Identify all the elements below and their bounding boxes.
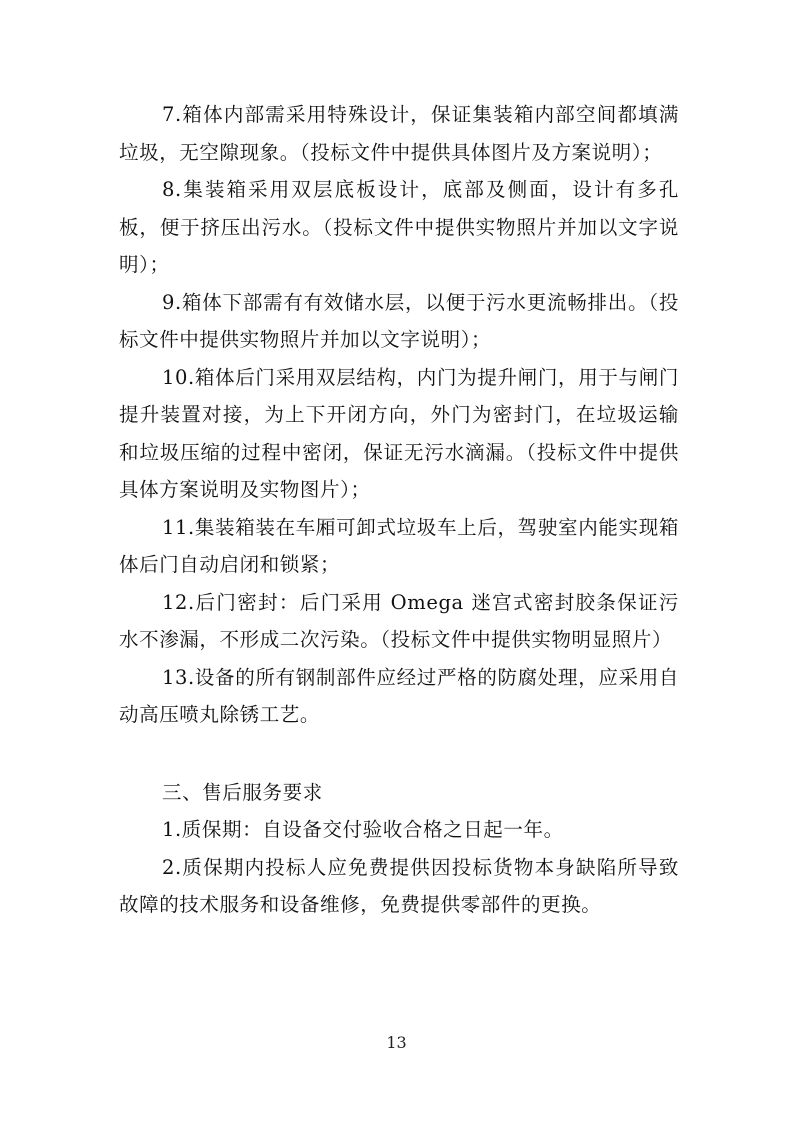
requirement-item-10: 10.箱体后门采用双层结构，内门为提升闸门，用于与闸门提升装置对接，为上下开闭方向，外门为密封门，在垃圾运输和垃圾压缩的过程中密闭，保证无污水滴漏。（投标文件中提供具体方案说明及实物图片）； (119, 365, 679, 501)
requirement-item-11: 11.集装箱装在车厢可卸式垃圾车上后，驾驶室内能实现箱体后门自动启闭和锁紧； (119, 515, 679, 576)
section-heading-after-sales: 三、售后服务要求 (162, 780, 323, 804)
requirement-item-8: 8.集装箱采用双层底板设计，底部及侧面，设计有多孔板，便于挤压出污水。（投标文件中提供实物照片并加以文字说明）； (119, 178, 679, 276)
after-sales-item-2: 2.质保期内投标人应免费提供因投标货物本身缺陷所导致故障的技术服务和设备维修，免费提供零部件的更换。 (119, 855, 679, 916)
requirement-item-7: 7.箱体内部需采用特殊设计，保证集装箱内部空间都填满垃圾，无空隙现象。（投标文件中提供具体图片及方案说明）； (119, 103, 679, 164)
document-body (119, 96, 679, 924)
page-number: 13 (386, 1033, 407, 1052)
after-sales-item-1: 1.质保期：自设备交付验收合格之日起一年。 (162, 818, 564, 841)
requirement-item-12: 12.后门密封：后门采用 Omega 迷宫式密封胶条保证污水不渗漏，不形成二次污染。（投标文件中提供实物明显照片） (119, 590, 679, 651)
section-spacer (119, 734, 679, 774)
requirement-item-9: 9.箱体下部需有有效储水层，以便于污水更流畅排出。（投标文件中提供实物照片并加以文字说明）； (119, 290, 679, 351)
requirement-item-13: 13.设备的所有钢制部件应经过严格的防腐处理，应采用自动高压喷丸除锈工艺。 (119, 665, 679, 726)
